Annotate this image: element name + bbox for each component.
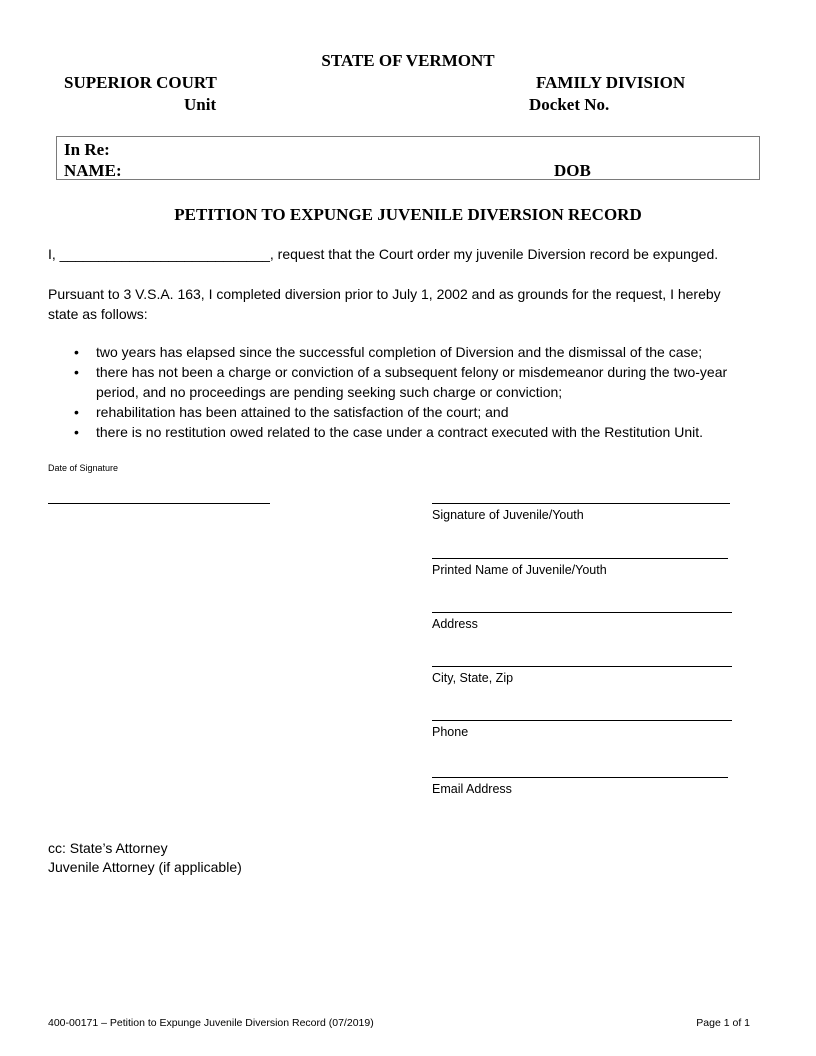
list-item xyxy=(48,422,768,442)
page-number: Page 1 of 1 xyxy=(696,1017,750,1029)
docket-label: Docket No. xyxy=(529,95,610,114)
bullet-icon: • xyxy=(74,404,79,420)
phone-label: Phone xyxy=(432,725,469,739)
address-label: Address xyxy=(432,617,478,631)
date-of-signature-label: Date of Signature xyxy=(48,463,119,473)
address-line[interactable] xyxy=(432,612,732,613)
city-state-zip-line[interactable] xyxy=(432,666,732,667)
dob-label: DOB xyxy=(554,161,591,180)
printed-name-line[interactable] xyxy=(432,558,728,559)
ground-text: there is no restitution owed related to the case under a contract executed with the Restitution Unit. xyxy=(96,424,704,440)
cc-line-1: cc: State’s Attorney xyxy=(48,840,168,856)
signature-label: Signature of Juvenile/Youth xyxy=(432,508,584,522)
cc-line-2: Juvenile Attorney (if applicable) xyxy=(48,859,242,875)
in-re-label: In Re: xyxy=(64,140,110,159)
form-id: 400-00171 – Petition to Expunge Juvenile Diversion Record (07/2019) xyxy=(48,1017,374,1029)
division-heading: FAMILY DIVISION xyxy=(536,73,686,92)
list-item xyxy=(48,402,768,422)
email-line[interactable] xyxy=(432,777,728,778)
bullet-icon: • xyxy=(74,424,79,440)
pursuant-line-2: state as follows: xyxy=(48,306,148,322)
signature-line[interactable] xyxy=(432,503,730,504)
ground-text: rehabilitation has been attained to the satisfaction of the court; and xyxy=(96,404,509,420)
bullet-icon: • xyxy=(74,364,79,380)
grounds-list xyxy=(48,342,768,442)
court-heading: SUPERIOR COURT xyxy=(64,73,217,92)
date-of-signature-line[interactable] xyxy=(48,503,270,504)
request-statement: I, ___________________________, request that the Court order my juvenile Diversion record be expunged. xyxy=(48,246,719,262)
ground-text: there has not been a charge or conviction of a subsequent felony or misdemeanor during the two-year period, and no proceedings are pending seeking such charge or conviction; xyxy=(96,364,728,400)
pursuant-line-1: Pursuant to 3 V.S.A. 163, I completed diversion prior to July 1, 2002 and as grounds for the request, I hereby xyxy=(48,286,721,302)
ground-text: two years has elapsed since the successful completion of Diversion and the dismissal of the case; xyxy=(96,344,703,360)
case-caption-box xyxy=(56,136,760,180)
list-item xyxy=(48,362,768,402)
name-label: NAME: xyxy=(64,161,122,180)
state-heading: STATE OF VERMONT xyxy=(321,51,495,70)
page-title: PETITION TO EXPUNGE JUVENILE DIVERSION RECORD xyxy=(174,205,642,224)
city-state-zip-label: City, State, Zip xyxy=(432,671,514,685)
printed-name-label: Printed Name of Juvenile/Youth xyxy=(432,563,607,577)
email-label: Email Address xyxy=(432,782,512,796)
list-item xyxy=(48,342,768,362)
bullet-icon: • xyxy=(74,344,79,360)
unit-label: Unit xyxy=(184,95,217,114)
phone-line[interactable] xyxy=(432,720,732,721)
